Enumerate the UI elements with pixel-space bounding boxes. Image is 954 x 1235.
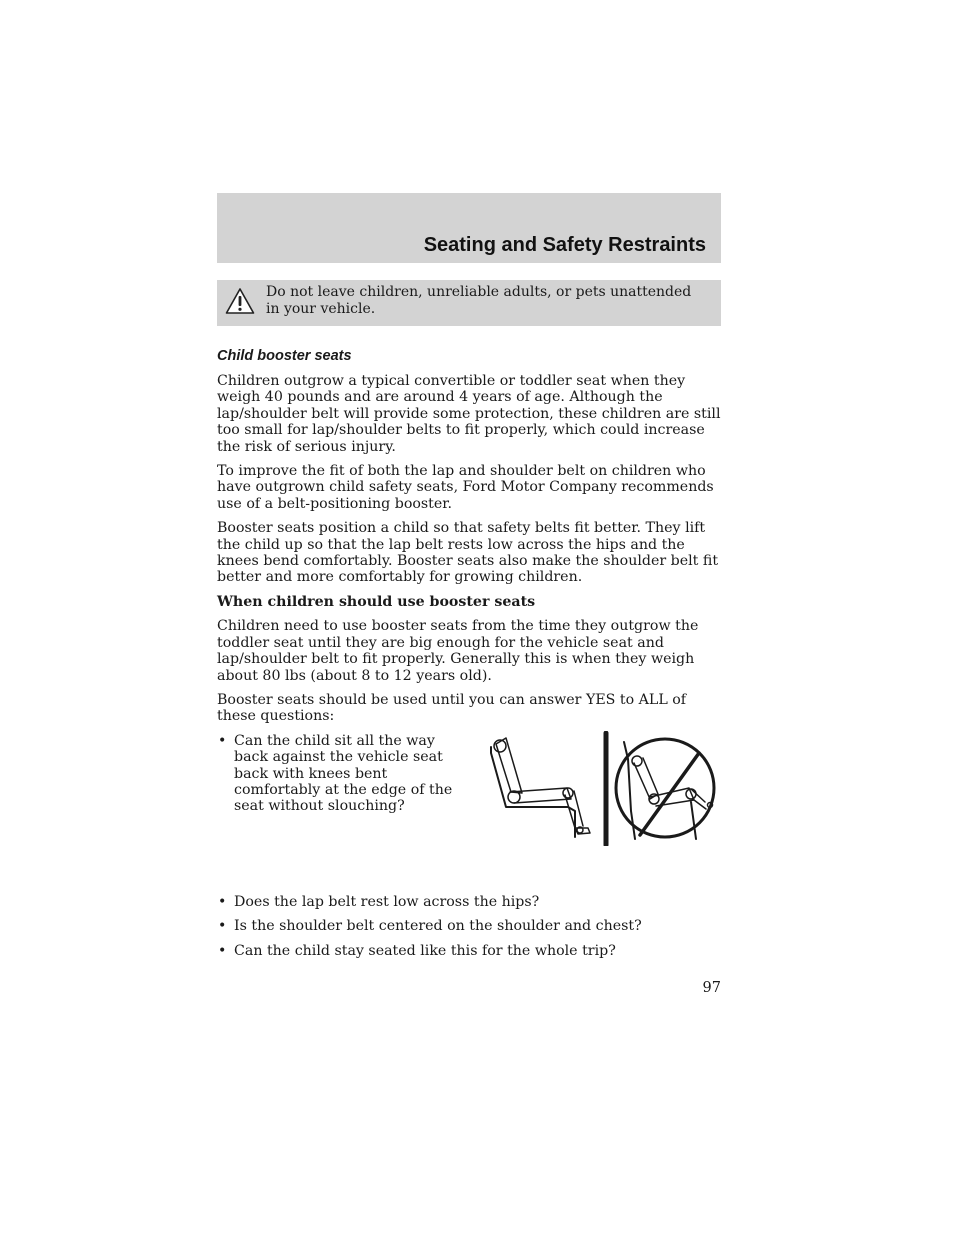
paragraph: Booster seats position a child so that safety belts fit better. They lift the child up so that the lap belt rests low across the hips and the knees bend comfortably. Booster seats also make the shoulder belt fit better and more comfortably for growing children. <box>217 520 719 586</box>
bullet-with-figure <box>217 733 721 846</box>
bullet-list <box>217 894 721 959</box>
paragraph: Booster seats should be used until you can answer YES to ALL of these questions: <box>217 691 687 725</box>
warning-text: Do not leave children, unreliable adults, or pets unattended in your vehicle. <box>266 284 692 317</box>
bullet-list <box>217 733 467 846</box>
page-number: 97 <box>702 980 721 996</box>
seat-illustration <box>488 731 718 846</box>
header-band <box>217 193 721 263</box>
content-column <box>217 347 721 967</box>
paragraph: Children need to use booster seats from the time they outgrow the toddler seat until they are big enough for the vehicle seat and lap/shoulder belt to fit properly. Generally this is when they weigh about 80 lbs (about 8 to 12 years old). <box>217 618 699 684</box>
correct-seating-illustration <box>491 738 590 837</box>
list-item: • Can the child sit all the way back against the vehicle seat back with knees bent comfortably at the edge of the seat without slouching? <box>217 733 467 815</box>
paragraph: To improve the fit of both the lap and shoulder belt on children who have outgrown child safety seats, Ford Motor Company recommends use of a belt-positioning booster. <box>217 463 714 512</box>
warning-box <box>217 280 721 326</box>
list-item: • Can the child stay seated like this for the whole trip? <box>217 943 721 959</box>
list-item: • Does the lap belt rest low across the hips? <box>217 894 721 910</box>
incorrect-seating-prohibited-icon <box>616 739 714 839</box>
warning-triangle-icon <box>225 287 255 315</box>
section-heading: Child booster seats <box>217 348 352 364</box>
page-title: Seating and Safety Restraints <box>423 234 706 256</box>
subheading: When children should use booster seats <box>217 593 536 610</box>
list-item: • Is the shoulder belt centered on the shoulder and chest? <box>217 918 721 934</box>
paragraph: Children outgrow a typical convertible or toddler seat when they weigh 40 pounds and are around 4 years of age. Although the lap/shoulder belt will provide some protection, these children are still too small for lap/shoulder belts to fit properly, which could increase the risk of serious injury. <box>217 373 721 455</box>
